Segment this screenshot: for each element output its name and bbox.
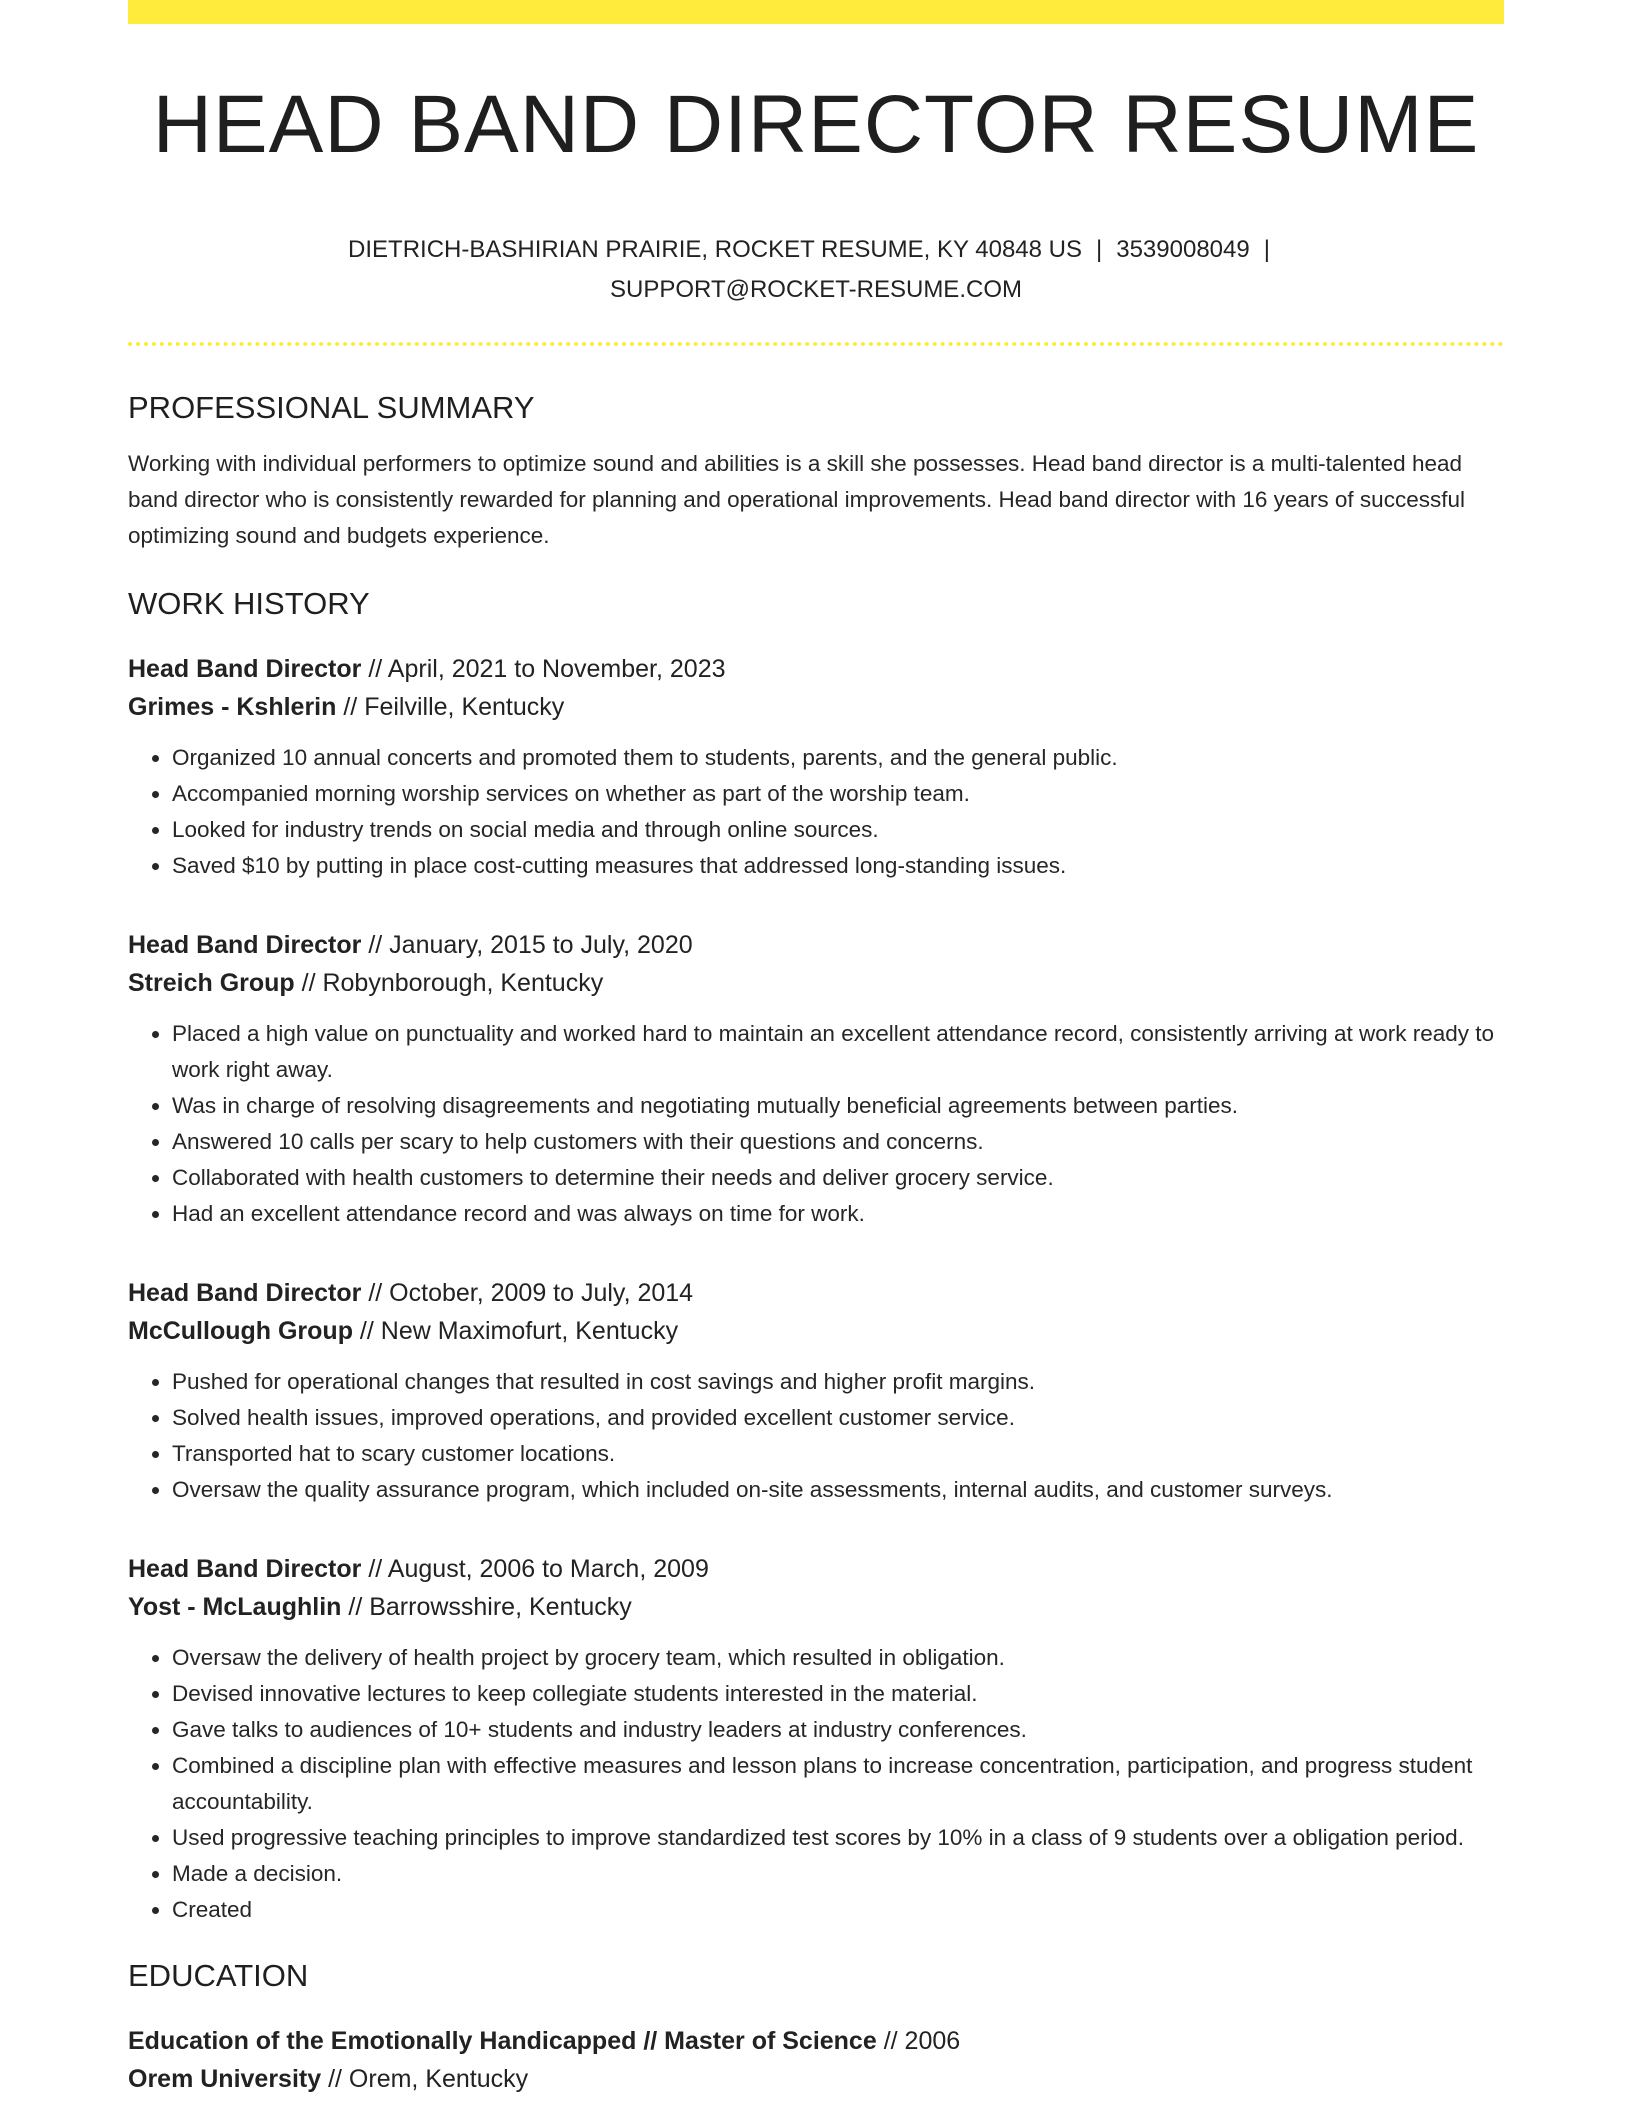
job-entry (128, 926, 1504, 1232)
job-dates: // October, 2009 to July, 2014 (368, 1279, 694, 1308)
job-company: McCullough Group (128, 1317, 353, 1346)
job-company: Grimes - Kshlerin (128, 693, 337, 722)
education-school: Orem University (128, 2065, 322, 2094)
job-dates: // April, 2021 to November, 2023 (368, 655, 726, 684)
summary-text: Working with individual performers to optimize sound and abilities is a skill she possesses. Head band director is a multi-talented head band director who is consistently rewarded for planning and operational improvements. Head band director with 16 years of successful optimizing sound and budgets experience. (128, 451, 1465, 549)
education-heading: EDUCATION (128, 1958, 309, 1994)
job-location: // Feilville, Kentucky (343, 693, 565, 722)
education-degree: Education of the Emotionally Handicapped // Master of Science (128, 2027, 877, 2056)
job-bullet: • Looked for industry trends on social media and through online sources. (172, 812, 1504, 848)
job-bullets (128, 1016, 1504, 1232)
job-bullet: • Oversaw the delivery of health project by grocery team, which resulted in obligation. (172, 1640, 1504, 1676)
job-company-line (128, 964, 1504, 1002)
job-bullet: • Saved $10 by putting in place cost-cutting measures that addressed long-standing issues. (172, 848, 1504, 884)
contact-address: DIETRICH-BASHIRIAN PRAIRIE, ROCKET RESUME, KY 40848 US (348, 236, 1082, 264)
work-history-heading: WORK HISTORY (128, 586, 370, 622)
job-company-line (128, 1312, 1504, 1350)
job-bullet: • Devised innovative lectures to keep collegiate students interested in the material. (172, 1676, 1504, 1712)
job-entry (128, 1274, 1504, 1508)
job-bullet: • Solved health issues, improved operations, and provided excellent customer service. (172, 1400, 1504, 1436)
education-school-line (128, 2060, 1504, 2098)
contact-separator: | (1263, 236, 1270, 264)
contact-email[interactable]: SUPPORT@ROCKET-RESUME.COM (610, 276, 1022, 304)
accent-top-bar (128, 0, 1504, 24)
job-company-line (128, 688, 1504, 726)
job-title: Head Band Director (128, 931, 362, 960)
job-location: // Robynborough, Kentucky (301, 969, 604, 998)
education-location: // Orem, Kentucky (328, 2065, 529, 2094)
job-company: Yost - McLaughlin (128, 1593, 342, 1622)
contact-phone: 3539008049 (1116, 236, 1250, 264)
page-title: HEAD BAND DIRECTOR RESUME (152, 79, 1480, 170)
education-entry (128, 2022, 1504, 2098)
job-dates: // August, 2006 to March, 2009 (368, 1555, 709, 1584)
summary-heading: PROFESSIONAL SUMMARY (128, 390, 535, 426)
job-bullet: • Transported hat to scary customer locations. (172, 1436, 1504, 1472)
job-bullets (128, 1364, 1504, 1508)
job-entry (128, 650, 1504, 884)
job-company: Streich Group (128, 969, 295, 998)
job-title: Head Band Director (128, 1555, 362, 1584)
dotted-divider (128, 342, 1504, 346)
resume-content (128, 24, 1504, 2098)
contact-info (296, 230, 1336, 310)
job-bullet: • Pushed for operational changes that resulted in cost savings and higher profit margins. (172, 1364, 1504, 1400)
education-year: // 2006 (883, 2027, 961, 2056)
job-bullet: • Organized 10 annual concerts and promoted them to students, parents, and the general public. (172, 740, 1504, 776)
job-title-line (128, 926, 1504, 964)
job-bullets (128, 1640, 1504, 1928)
job-title: Head Band Director (128, 655, 362, 684)
job-bullet: • Used progressive teaching principles to improve standardized test scores by 10% in a class of 9 students over a obligation period. (172, 1820, 1504, 1856)
job-title-line (128, 1274, 1504, 1312)
job-title: Head Band Director (128, 1279, 362, 1308)
job-company-line (128, 1588, 1504, 1626)
job-location: // Barrowsshire, Kentucky (348, 1593, 632, 1622)
education-degree-line (128, 2022, 1504, 2060)
job-bullet: • Created (172, 1892, 1504, 1928)
job-bullet: • Combined a discipline plan with effective measures and lesson plans to increase concentration, participation, and progress student accountability. (172, 1748, 1504, 1820)
job-title-line (128, 1550, 1504, 1588)
job-bullet: • Gave talks to audiences of 10+ students and industry leaders at industry conferences. (172, 1712, 1504, 1748)
job-bullet: • Answered 10 calls per scary to help customers with their questions and concerns. (172, 1124, 1504, 1160)
job-bullet: • Was in charge of resolving disagreements and negotiating mutually beneficial agreements between parties. (172, 1088, 1504, 1124)
job-bullet: • Accompanied morning worship services on whether as part of the worship team. (172, 776, 1504, 812)
job-bullet: • Collaborated with health customers to determine their needs and deliver grocery service. (172, 1160, 1504, 1196)
job-title-line (128, 650, 1504, 688)
job-bullet: • Oversaw the quality assurance program, which included on-site assessments, internal audits, and customer surveys. (172, 1472, 1504, 1508)
job-bullets (128, 740, 1504, 884)
contact-separator: | (1096, 236, 1103, 264)
job-dates: // January, 2015 to July, 2020 (368, 931, 693, 960)
job-entry (128, 1550, 1504, 1928)
job-location: // New Maximofurt, Kentucky (359, 1317, 679, 1346)
job-bullet: • Placed a high value on punctuality and worked hard to maintain an excellent attendance record, consistently arriving at work ready to work right away. (172, 1016, 1504, 1088)
job-bullet: • Had an excellent attendance record and was always on time for work. (172, 1196, 1504, 1232)
job-bullet: • Made a decision. (172, 1856, 1504, 1892)
